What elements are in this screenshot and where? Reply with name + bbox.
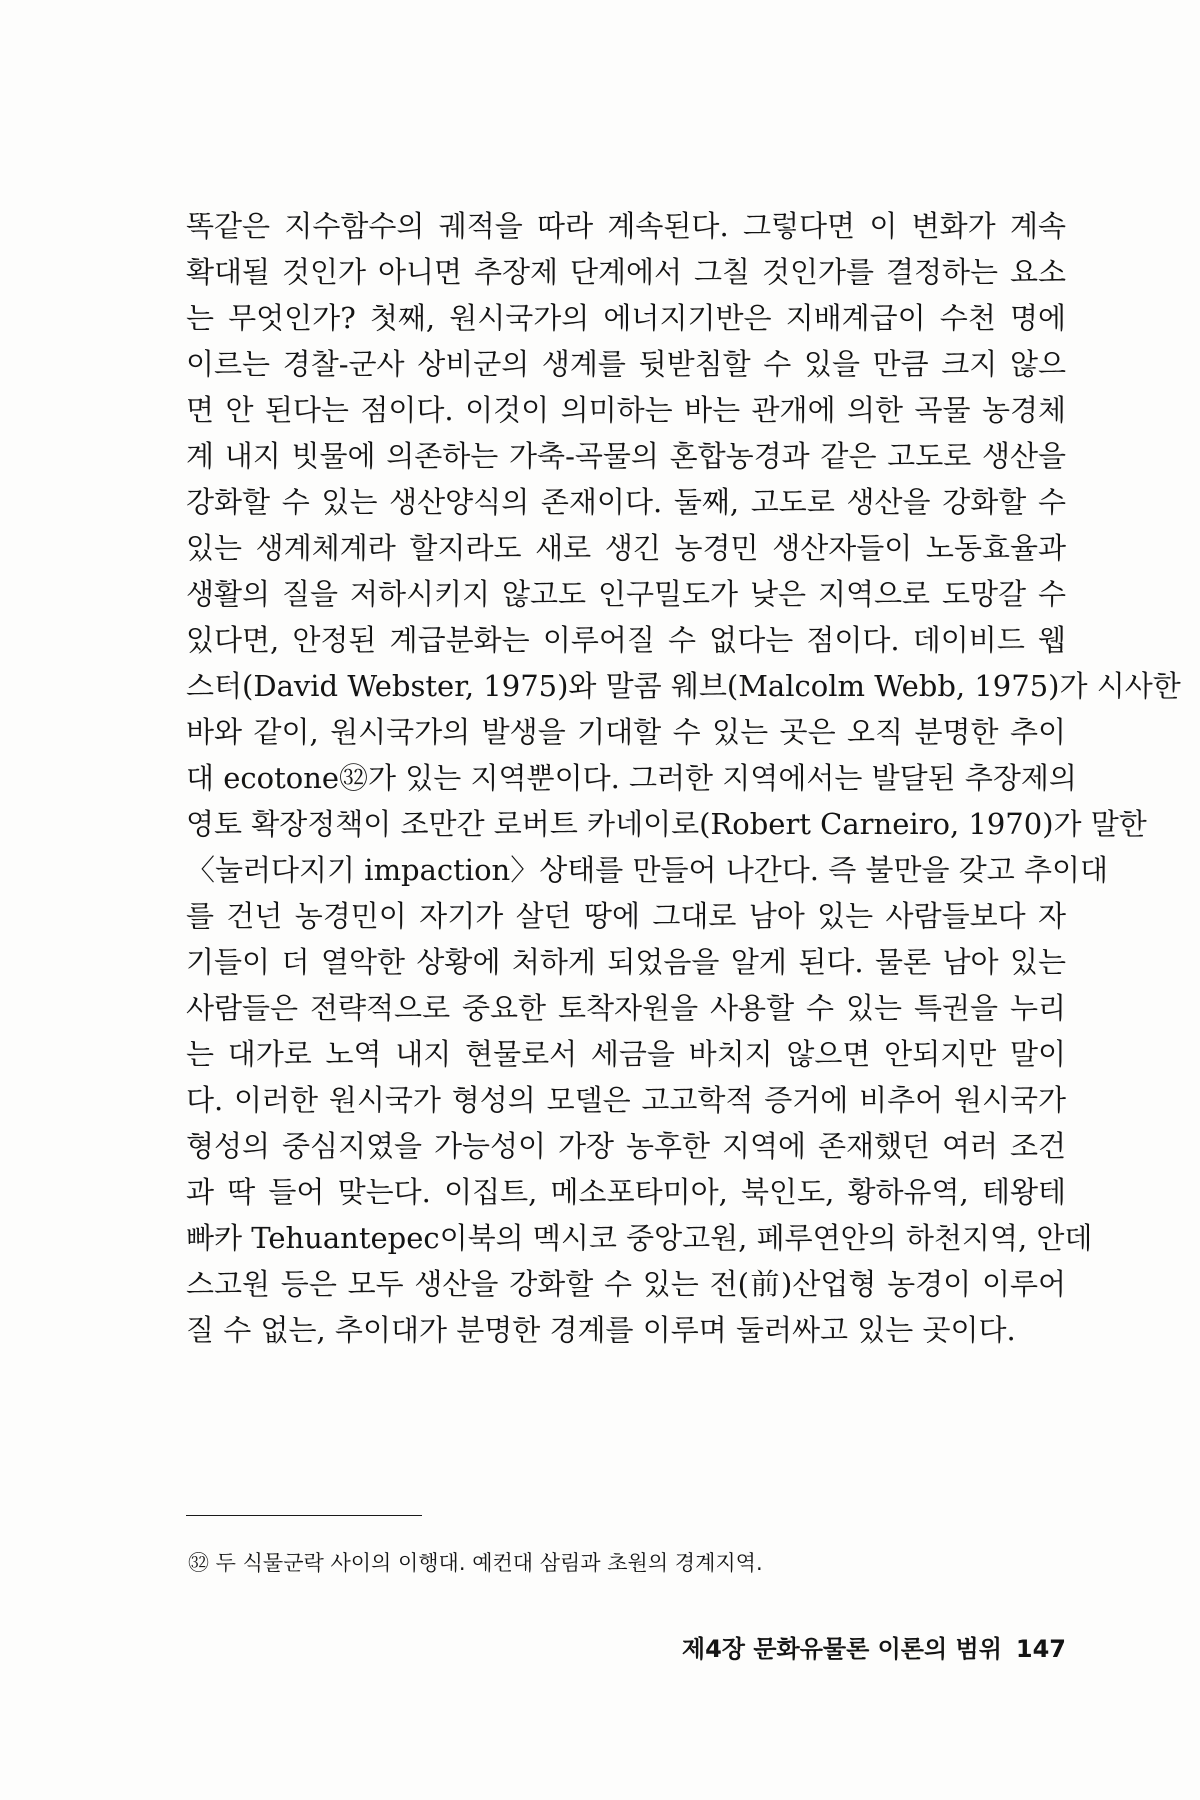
text-line: 다. 이러한 원시국가 형성의 모델은 고고학적 증거에 비추어 원시국가: [186, 1083, 1066, 1117]
text-line: 있는 생계체계라 할지라도 새로 생긴 농경민 생산자들이 노동효율과: [186, 531, 1066, 565]
footnote-divider: [186, 1515, 422, 1516]
text-line: 과 딱 들어 맞는다. 이집트, 메소포타미아, 북인도, 황하유역, 테왕테: [186, 1175, 1066, 1209]
body-text: [186, 203, 1181, 1353]
chapter-title: 제4장 문화유물론 이론의 범위: [681, 1635, 1002, 1663]
text-line: 면 안 된다는 점이다. 이것이 의미하는 바는 관개에 의한 곡물 농경체: [186, 393, 1066, 427]
page-number: 147: [1015, 1635, 1066, 1663]
text-line: 있다면, 안정된 계급분화는 이루어질 수 없다는 점이다. 데이비드 웹: [186, 623, 1066, 657]
text-line: 생활의 질을 저하시키지 않고도 인구밀도가 낮은 지역으로 도망갈 수: [186, 577, 1066, 611]
text-line: 바와 같이, 원시국가의 발생을 기대할 수 있는 곳은 오직 분명한 추이: [186, 715, 1066, 749]
text-line: 계 내지 빗물에 의존하는 가축-곡물의 혼합농경과 같은 고도로 생산을: [186, 439, 1066, 473]
text-line: 확대될 것인가 아니면 추장제 단계에서 그칠 것인가를 결정하는 요소: [186, 255, 1066, 289]
text-line: 형성의 중심지였을 가능성이 가장 농후한 지역에 존재했던 여러 조건: [186, 1129, 1066, 1163]
text-line: 강화할 수 있는 생산양식의 존재이다. 둘째, 고도로 생산을 강화할 수: [186, 485, 1066, 519]
text-line: 는 대가로 노역 내지 현물로서 세금을 바치지 않으면 안되지만 말이: [186, 1037, 1066, 1071]
text-line: 기들이 더 열악한 상황에 처하게 되었음을 알게 된다. 물론 남아 있는: [186, 945, 1066, 979]
running-footer: [682, 1633, 1066, 1665]
text-line: 대 ecotone㉜가 있는 지역뿐이다. 그러한 지역에서는 발달된 추장제의: [186, 761, 1077, 795]
text-line: 를 건넌 농경민이 자기가 살던 땅에 그대로 남아 있는 사람들보다 자: [186, 899, 1066, 933]
text-line: 사람들은 전략적으로 중요한 토착자원을 사용할 수 있는 특권을 누리: [186, 991, 1066, 1025]
text-line: 〈눌러다지기 impaction〉상태를 만들어 나간다. 즉 불만을 갖고 추이대: [186, 853, 1109, 887]
text-line: 는 무엇인가? 첫째, 원시국가의 에너지기반은 지배계급이 수천 명에: [186, 301, 1066, 335]
text-line: 똑같은 지수함수의 궤적을 따라 계속된다. 그렇다면 이 변화가 계속: [186, 209, 1066, 243]
footnote: ㉜ 두 식물군락 사이의 이행대. 예컨대 삼림과 초원의 경계지역.: [188, 1551, 763, 1575]
text-line: 스터(David Webster, 1975)와 말콤 웨브(Malcolm Webb, 1975)가 시사한: [186, 669, 1181, 703]
text-line: 이르는 경찰-군사 상비군의 생계를 뒷받침할 수 있을 만큼 크지 않으: [186, 347, 1066, 381]
text-line: 영토 확장정책이 조만간 로버트 카네이로(Robert Carneiro, 1970)가 말한: [186, 807, 1147, 841]
text-line: 빠카 Tehuantepec이북의 멕시코 중앙고원, 페루연안의 하천지역, 안데: [186, 1221, 1093, 1255]
text-line: 질 수 없는, 추이대가 분명한 경계를 이루며 둘러싸고 있는 곳이다.: [186, 1313, 1016, 1347]
text-line: 스고원 등은 모두 생산을 강화할 수 있는 전(前)산업형 농경이 이루어: [186, 1267, 1066, 1301]
